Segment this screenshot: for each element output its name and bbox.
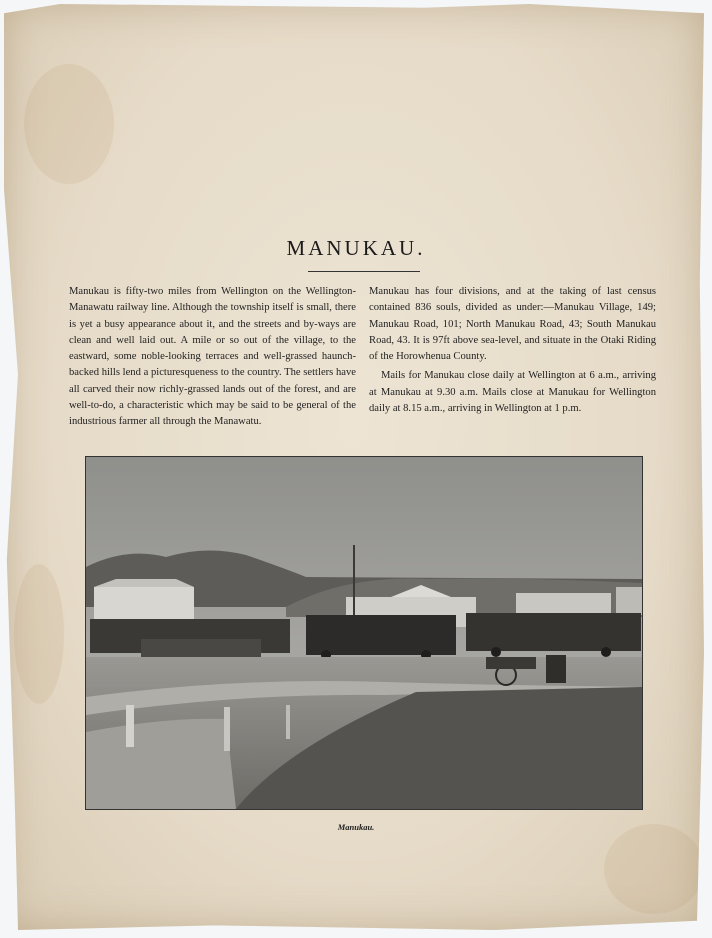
title-rule <box>308 271 420 272</box>
right-column <box>369 284 656 420</box>
mails-paragraph: Mails for Manukau close daily at Wellington at 6 a.m., arriving at Manukau at 9.30 a.m. Mails close at Manukau for Wellington daily at 8.15 a.m., arriving in Wellington at 1 p.m. <box>369 370 656 415</box>
manukau-photograph <box>85 456 643 810</box>
left-column <box>69 284 356 434</box>
left-paragraph: Manukau is fifty-two miles from Wellington on the Wellington-Manawatu railway line. Although the township itself is small, there is yet a busy appearance about it, and the streets and by-ways are clean and well laid out. A mile or so out of the village, to the eastward, some noble-looking terraces and well-grassed haunch-backed hills lend a picturesqueness to the country. The settlers have all carved their now richly-grassed lands out of the forest, and are well-to-do, a characteristic which may be said to be general of the industrious farmer all through the Manawatu. <box>69 286 356 428</box>
census-paragraph: Manukau has four divisions, and at the taking of last census contained 836 souls, divided as under:—Manukau Village, 149; Manukau Road, 101; North Manukau Road, 43; South Manukau Road, 43. It is 97ft above sea-level, and situate in the Otaki Riding of the Horowhenua County. <box>369 286 656 363</box>
photo-caption: Manukau. <box>337 822 375 832</box>
page-title: MANUKAU. <box>286 236 426 260</box>
